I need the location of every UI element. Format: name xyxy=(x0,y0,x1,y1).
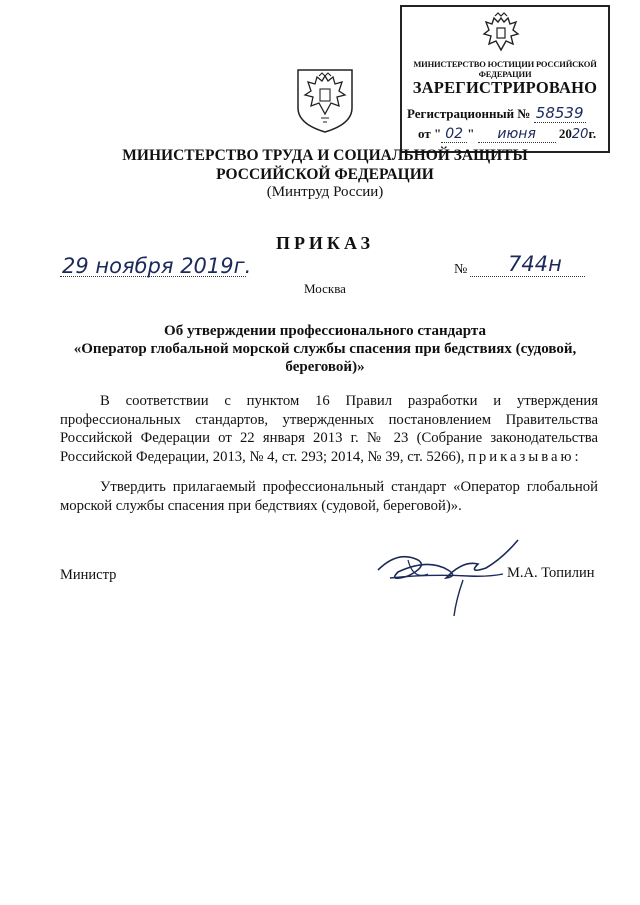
stamp-ministry: МИНИСТЕРСТВО ЮСТИЦИИ РОССИЙСКОЙ ФЕДЕРАЦИИ xyxy=(413,59,597,79)
order-word: приказываю: xyxy=(468,448,582,465)
order-number-label: № xyxy=(454,262,468,277)
stamp-day: 02 xyxy=(441,126,467,143)
order-subject: Об утверждении профессионального стандарта «Оператор глобальной морской службы спасения при бедствиях (судовой, береговой)» xyxy=(73,323,577,375)
ministry-name: МИНИСТЕРСТВО ТРУДА И СОЦИАЛЬНОЙ ЗАЩИТЫ РОССИЙСКОЙ ФЕДЕРАЦИИ xyxy=(122,147,528,183)
stamp-status: ЗАРЕГИСТРИРОВАНО xyxy=(412,78,598,97)
order-title: ПРИКАЗ xyxy=(275,233,375,253)
number-underline xyxy=(470,276,585,277)
stamp-year-end: г. xyxy=(588,126,597,141)
stamp-from-label: от xyxy=(418,126,431,141)
handwritten-signature xyxy=(368,530,528,620)
order-city: Москва xyxy=(304,281,346,296)
stamp-year-prefix: 20 xyxy=(558,126,572,141)
order-date: 29 ноября 2019г. xyxy=(62,254,252,278)
signer-name: М.А. Топилин xyxy=(507,565,595,581)
preamble-text: В соответствии с пунктом 16 Правил разработки и утверждения профессиональных стандартов, утвержденных постановлением Правительства Российской Федерации от 22 января 2013 г. № 23 (Собрание законодательства Российской Федерации, 2013, № 4, ст. 293; 2014, № 39, ст. 5266), xyxy=(60,393,598,465)
signer-title: Министр xyxy=(60,567,117,583)
coat-of-arms-icon xyxy=(294,64,356,134)
stamp-month: июня xyxy=(478,126,556,143)
stamp-eagle-emblem-icon xyxy=(480,12,522,54)
preamble-paragraph xyxy=(60,392,598,466)
stamp-reg-number: 58539 xyxy=(534,104,586,123)
stamp-reg-line xyxy=(407,104,586,123)
stamp-year-suffix: 20 xyxy=(571,127,589,142)
stamp-reg-label: Регистрационный № xyxy=(407,106,531,121)
ministry-short-name: (Минтруд России) xyxy=(266,184,384,200)
order-number: 744н xyxy=(508,252,562,276)
resolution-paragraph: Утвердить прилагаемый профессиональный стандарт «Оператор глобальной морской службы спасения при бедствиях (судовой, береговой)». xyxy=(60,479,598,514)
stamp-date-line: от " 02 " июня 2020г. xyxy=(418,126,597,142)
